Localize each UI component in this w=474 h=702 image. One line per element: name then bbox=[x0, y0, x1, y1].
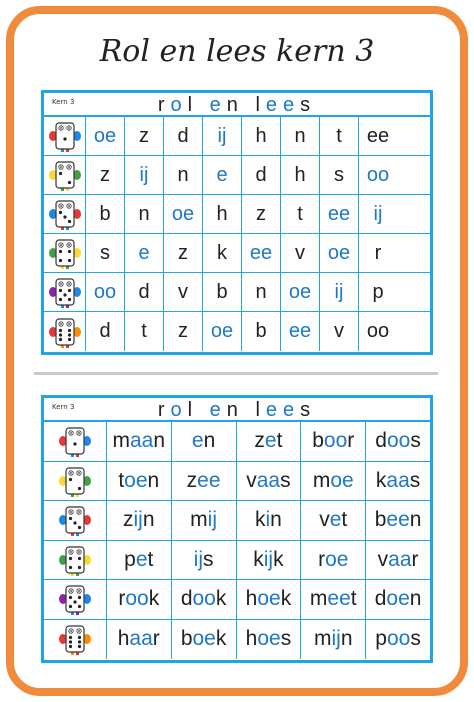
title-letter bbox=[198, 399, 210, 421]
title-letter: s bbox=[300, 399, 317, 421]
letter-cell: e bbox=[202, 156, 241, 194]
word-part: oe bbox=[257, 587, 281, 611]
grid-row bbox=[44, 541, 430, 581]
word-part: r bbox=[411, 547, 419, 571]
grid-row bbox=[44, 273, 430, 312]
title-letter: s bbox=[300, 94, 317, 116]
word-part: m bbox=[309, 587, 328, 611]
word-part: n bbox=[340, 627, 353, 651]
word-part: z bbox=[254, 429, 265, 453]
letter-cell: oe bbox=[202, 312, 241, 351]
word-part: b bbox=[180, 627, 193, 651]
word-cell bbox=[171, 541, 236, 580]
word-part: oe bbox=[330, 468, 354, 492]
word-cell bbox=[300, 462, 365, 501]
title-letter bbox=[244, 399, 256, 421]
word-part: oo bbox=[125, 587, 149, 611]
grid-row bbox=[44, 312, 430, 351]
word-cell bbox=[300, 541, 365, 580]
letter-cell: oo bbox=[358, 156, 397, 194]
letter-cell: z bbox=[85, 156, 124, 194]
word-cell bbox=[171, 422, 236, 461]
title-letter: r bbox=[157, 94, 171, 116]
word-part: ee bbox=[327, 587, 351, 611]
letter-cell: oo bbox=[85, 273, 124, 311]
kern-label: Kern 3 bbox=[52, 403, 75, 411]
word-part: s bbox=[410, 627, 421, 651]
title-letter: ee bbox=[265, 94, 301, 116]
word-part: oe bbox=[386, 587, 410, 611]
letter-cell: v bbox=[280, 234, 319, 272]
word-part: m bbox=[190, 508, 208, 532]
word-part: aa bbox=[386, 468, 410, 492]
word-cell bbox=[106, 422, 171, 461]
word-cell bbox=[300, 422, 365, 461]
dice-robot-icon bbox=[44, 580, 106, 619]
word-part: t bbox=[350, 587, 357, 611]
word-part: d bbox=[375, 429, 387, 453]
letter-cell: n bbox=[280, 117, 319, 155]
kern-label: Kern 3 bbox=[52, 98, 75, 106]
word-part: d bbox=[180, 587, 193, 611]
dice-robot-icon bbox=[44, 273, 85, 311]
title-letter: o bbox=[170, 94, 188, 116]
word-part: ee bbox=[197, 468, 221, 492]
word-part: aa bbox=[256, 468, 281, 492]
word-part: n bbox=[142, 508, 155, 532]
title-letter: r bbox=[157, 399, 171, 421]
word-part: oo bbox=[323, 429, 348, 453]
word-cell bbox=[106, 620, 171, 660]
word-cell bbox=[236, 620, 301, 660]
word-part: oe bbox=[192, 627, 216, 651]
sheet-title bbox=[44, 93, 430, 117]
word-part: s bbox=[410, 429, 421, 453]
word-part: ij bbox=[193, 547, 203, 571]
letter-cell: z bbox=[163, 234, 202, 272]
letter-cell: t bbox=[280, 195, 319, 233]
word-part: k bbox=[280, 587, 292, 611]
word-part: z bbox=[122, 508, 134, 532]
grid-row bbox=[44, 117, 430, 156]
letter-cell: t bbox=[319, 117, 358, 155]
letter-cell: n bbox=[241, 273, 280, 311]
letter-cell: oe bbox=[85, 117, 124, 155]
letter-cell: h bbox=[241, 117, 280, 155]
dice-robot-icon bbox=[44, 195, 85, 233]
dice-robot-icon bbox=[44, 234, 85, 272]
word-part: t bbox=[118, 468, 125, 492]
word-part: k bbox=[215, 587, 227, 611]
word-part: oo bbox=[386, 429, 411, 453]
title-letter: e bbox=[209, 399, 227, 421]
word-part: r bbox=[347, 429, 355, 453]
title-letter: o bbox=[170, 399, 188, 421]
word-part: b bbox=[312, 429, 324, 453]
dice-robot-icon bbox=[44, 422, 106, 461]
word-part: n bbox=[147, 468, 160, 492]
word-part: oe bbox=[257, 627, 281, 651]
title-letter: l bbox=[255, 94, 266, 116]
letter-cell: s bbox=[85, 234, 124, 272]
word-part: oe bbox=[124, 468, 148, 492]
word-part: i bbox=[265, 508, 271, 532]
letter-cell: d bbox=[124, 273, 163, 311]
word-grid bbox=[44, 422, 430, 659]
word-part: k bbox=[375, 468, 387, 492]
title-letter: l bbox=[255, 399, 266, 421]
title-letter bbox=[198, 94, 210, 116]
title-letter: l bbox=[187, 94, 199, 116]
word-part: p bbox=[124, 547, 136, 571]
word-cell bbox=[236, 501, 301, 540]
word-part: m bbox=[312, 468, 331, 492]
grid-row bbox=[44, 195, 430, 234]
word-part: t bbox=[341, 508, 348, 532]
title-letter: n bbox=[226, 399, 244, 421]
title-letter bbox=[244, 94, 256, 116]
word-part: n bbox=[203, 429, 216, 453]
letter-cell: ij bbox=[358, 195, 397, 233]
dice-robot-icon bbox=[44, 620, 106, 660]
letter-cell: z bbox=[163, 312, 202, 351]
word-part: r bbox=[118, 587, 126, 611]
word-cell bbox=[300, 501, 365, 540]
letter-cell: h bbox=[280, 156, 319, 194]
letter-cell: ij bbox=[124, 156, 163, 194]
letter-cell: d bbox=[241, 156, 280, 194]
word-cell bbox=[365, 580, 430, 619]
divider bbox=[34, 372, 438, 375]
grid-row bbox=[44, 156, 430, 195]
dice-robot-icon bbox=[44, 462, 106, 501]
dice-robot-icon bbox=[44, 156, 85, 194]
word-part: t bbox=[147, 547, 154, 571]
word-cell bbox=[300, 620, 365, 660]
word-part: n bbox=[153, 429, 166, 453]
word-cell bbox=[171, 462, 236, 501]
grid-row bbox=[44, 462, 430, 502]
letter-cell: e bbox=[124, 234, 163, 272]
letter-cell: n bbox=[124, 195, 163, 233]
word-cell bbox=[106, 501, 171, 540]
word-part: p bbox=[375, 627, 387, 651]
letter-cell: s bbox=[319, 156, 358, 194]
word-part: h bbox=[245, 627, 258, 651]
word-part: v bbox=[319, 508, 330, 532]
word-part: s bbox=[203, 547, 214, 571]
word-part: ij bbox=[207, 508, 217, 532]
word-part: n bbox=[270, 508, 282, 532]
word-part: r bbox=[152, 627, 160, 651]
dice-robot-icon bbox=[44, 541, 106, 580]
letter-cell: v bbox=[163, 273, 202, 311]
word-cell bbox=[300, 580, 365, 619]
letter-cell: k bbox=[202, 234, 241, 272]
dice-robot-icon bbox=[44, 117, 85, 155]
grid-row bbox=[44, 501, 430, 541]
word-part: e bbox=[329, 508, 342, 532]
word-cell bbox=[171, 501, 236, 540]
title-letter: n bbox=[226, 94, 244, 116]
word-part: s bbox=[409, 468, 421, 492]
page-title: Rol en lees kern 3 bbox=[99, 34, 375, 69]
word-part: m bbox=[313, 627, 332, 651]
letter-cell: ij bbox=[319, 273, 358, 311]
word-part: v bbox=[246, 468, 257, 492]
word-part: oe bbox=[325, 547, 349, 571]
letter-cell: oe bbox=[280, 273, 319, 311]
letter-cell: b bbox=[202, 273, 241, 311]
word-part: k bbox=[253, 547, 264, 571]
word-part: s bbox=[280, 468, 291, 492]
word-part: oo bbox=[386, 627, 411, 651]
grid-row bbox=[44, 422, 430, 462]
word-part: z bbox=[186, 468, 198, 492]
word-part: aa bbox=[388, 547, 412, 571]
word-part: e bbox=[135, 547, 148, 571]
letter-cell: ee bbox=[280, 312, 319, 351]
word-sheet bbox=[41, 395, 433, 663]
word-part: e bbox=[264, 429, 277, 453]
word-cell bbox=[365, 620, 430, 660]
word-cell bbox=[171, 580, 236, 619]
grid-row bbox=[44, 234, 430, 273]
letter-cell: t bbox=[124, 312, 163, 351]
word-cell bbox=[106, 462, 171, 501]
word-cell bbox=[365, 422, 430, 461]
word-part: oo bbox=[192, 587, 216, 611]
word-part: k bbox=[148, 587, 160, 611]
word-cell bbox=[106, 580, 171, 619]
word-cell bbox=[236, 462, 301, 501]
letter-cell: ee bbox=[319, 195, 358, 233]
word-part: t bbox=[276, 429, 283, 453]
letter-cell: n bbox=[163, 156, 202, 194]
title-letter: l bbox=[187, 399, 199, 421]
dice-robot-icon bbox=[44, 501, 106, 540]
letter-cell: oe bbox=[319, 234, 358, 272]
letter-cell: h bbox=[202, 195, 241, 233]
grid-row bbox=[44, 580, 430, 620]
word-part: h bbox=[245, 587, 258, 611]
word-cell bbox=[236, 541, 301, 580]
word-cell bbox=[365, 501, 430, 540]
word-cell bbox=[236, 422, 301, 461]
word-part: v bbox=[377, 547, 389, 571]
word-part: h bbox=[117, 627, 130, 651]
word-part: k bbox=[273, 547, 284, 571]
word-part: ee bbox=[386, 508, 410, 532]
dice-robot-icon bbox=[44, 312, 85, 351]
word-part: m bbox=[112, 429, 130, 453]
sheet-header bbox=[44, 93, 430, 117]
letter-cell: d bbox=[163, 117, 202, 155]
letter-grid bbox=[44, 117, 430, 351]
word-part: n bbox=[409, 508, 422, 532]
letter-cell: p bbox=[358, 273, 397, 311]
letter-cell: ee bbox=[241, 234, 280, 272]
word-part: b bbox=[374, 508, 387, 532]
letter-cell: r bbox=[358, 234, 397, 272]
word-part: ij bbox=[331, 627, 341, 651]
letter-cell: d bbox=[85, 312, 124, 351]
word-cell bbox=[106, 541, 171, 580]
letter-cell: ee bbox=[358, 117, 397, 155]
word-cell bbox=[171, 620, 236, 660]
letter-sheet bbox=[41, 90, 433, 355]
word-part: k bbox=[215, 627, 227, 651]
letter-cell: b bbox=[241, 312, 280, 351]
letter-cell: oe bbox=[163, 195, 202, 233]
word-cell bbox=[365, 541, 430, 580]
title-letter: ee bbox=[265, 399, 301, 421]
word-cell bbox=[236, 580, 301, 619]
word-part: n bbox=[409, 587, 422, 611]
word-part: aa bbox=[129, 429, 154, 453]
sheet-header bbox=[44, 398, 430, 422]
letter-cell: v bbox=[319, 312, 358, 351]
letter-cell: b bbox=[85, 195, 124, 233]
title-letter: e bbox=[209, 94, 227, 116]
word-part: e bbox=[191, 429, 204, 453]
word-part: ij bbox=[263, 547, 274, 571]
word-part: k bbox=[254, 508, 266, 532]
word-part: s bbox=[280, 627, 292, 651]
letter-cell: ij bbox=[202, 117, 241, 155]
word-part: d bbox=[374, 587, 387, 611]
letter-cell: z bbox=[124, 117, 163, 155]
grid-row bbox=[44, 620, 430, 660]
sheet-title bbox=[44, 398, 430, 422]
word-cell bbox=[365, 462, 430, 501]
word-part: ij bbox=[133, 508, 143, 532]
letter-cell: z bbox=[241, 195, 280, 233]
letter-cell: oo bbox=[358, 312, 397, 351]
word-part: aa bbox=[129, 627, 153, 651]
word-part: r bbox=[318, 547, 326, 571]
